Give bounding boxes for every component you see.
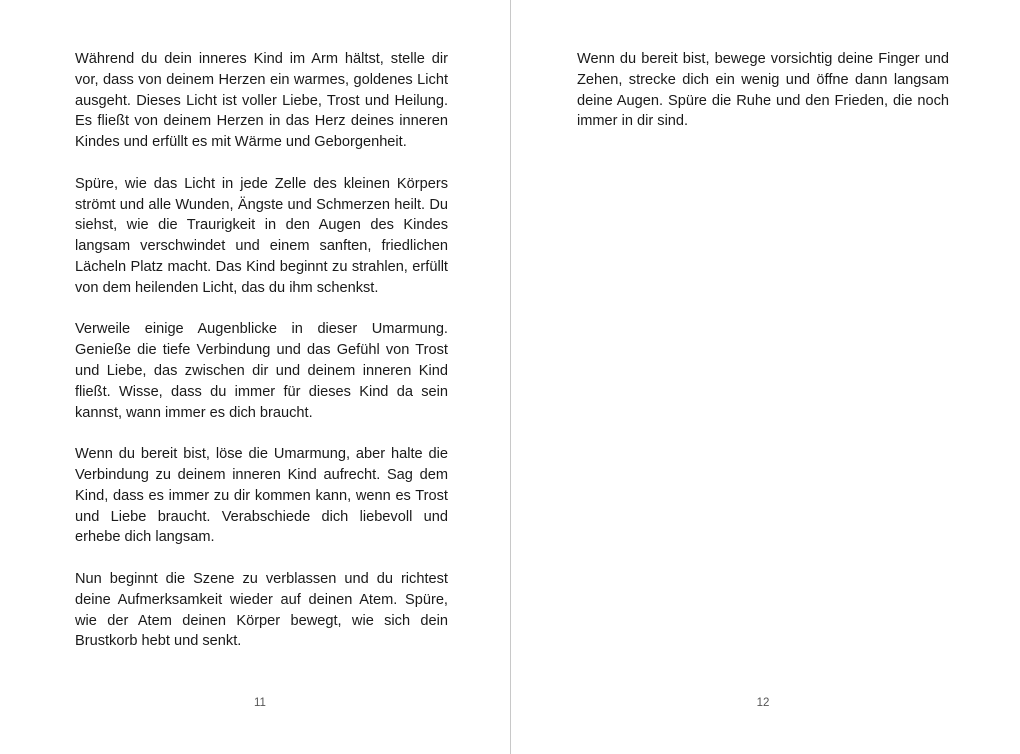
left-page-text <box>75 49 448 673</box>
right-page-text <box>577 49 949 153</box>
paragraph: Verweile einige Augenblicke in dieser Umarmung. Genieße die tiefe Verbindung und das Gefühl von Trost und Liebe, das zwischen dir und deinem inneren Kind fließt. Wisse, dass du immer für dieses Kind da sein kannst, wann immer es dich braucht. <box>75 321 448 421</box>
page-divider <box>510 0 511 754</box>
page-number: 12 <box>756 697 770 709</box>
paragraph: Wenn du bereit bist, löse die Umarmung, aber halte die Verbindung zu deinem inneren Kind aufrecht. Sag dem Kind, dass es immer zu dir kommen kann, wenn es Trost und Liebe braucht. Verabschiede dich liebevoll und erhebe dich langsam. <box>75 446 448 546</box>
paragraph: Spüre, wie das Licht in jede Zelle des kleinen Körpers strömt und alle Wunden, Ängste und Schmerzen heilt. Du siehst, wie die Traurigkeit in den Augen des Kindes langsam verschwindet und einem sanften, friedlichen Lächeln Platz macht. Das Kind beginnt zu strahlen, erfüllt von dem heilenden Licht, das du ihm schenkst. <box>75 175 448 296</box>
page-number: 11 <box>254 697 266 709</box>
right-page <box>512 0 1020 754</box>
paragraph: Während du dein inneres Kind im Arm hältst, stelle dir vor, dass von deinem Herzen ein warmes, goldenes Licht ausgeht. Dieses Licht ist voller Liebe, Trost und Heilung. Es fließt von deinem Herzen in das Herz deines inneren Kindes und erfüllt es mit Wärme und Geborgenheit. <box>75 51 448 151</box>
paragraph: Nun beginnt die Szene zu verblassen und du richtest deine Aufmerksamkeit wieder auf deinen Atem. Spüre, wie der Atem deinen Körper bewegt, wie sich dein Brustkorb hebt und senkt. <box>75 570 448 650</box>
paragraph: Wenn du bereit bist, bewege vorsichtig deine Finger und Zehen, strecke dich ein wenig und öffne dann langsam deine Augen. Spüre die Ruhe und den Frieden, die noch immer in dir sind. <box>577 51 949 130</box>
